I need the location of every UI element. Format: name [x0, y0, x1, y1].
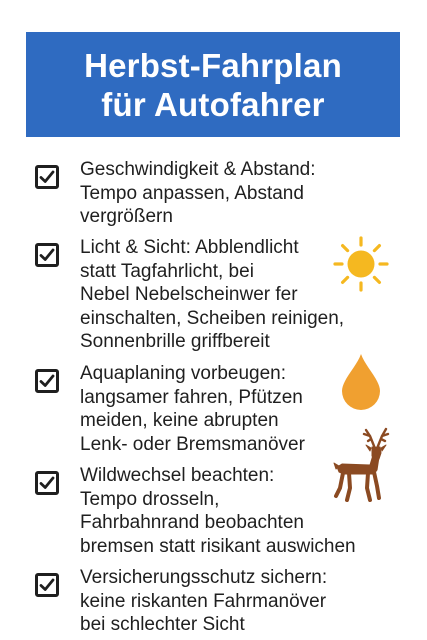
checkmark-icon — [39, 577, 55, 593]
item-line: langsamer fahren, Pfützen — [80, 386, 303, 408]
item-text — [80, 362, 305, 456]
item-line: Wildwechsel beachten: — [80, 465, 275, 486]
item-line: Nebel Nebelscheinwer fer — [80, 284, 298, 305]
checkbox-checked[interactable] — [35, 165, 59, 189]
checkmark-icon — [39, 373, 55, 389]
checkbox-checked[interactable] — [35, 369, 59, 393]
checkmark-icon — [39, 247, 55, 263]
item-line: Geschwindigkeit & Abstand: — [80, 159, 316, 180]
title-line-2: für Autofahrer — [101, 86, 325, 123]
item-line: Licht & Sicht: Abblendlicht — [80, 237, 299, 258]
checkmark-icon — [39, 169, 55, 185]
water-drop-icon — [339, 352, 383, 412]
item-line: Versicherungsschutz sichern: — [80, 567, 328, 588]
item-line: Aquaplaning vorbeugen: — [80, 363, 287, 384]
item-line: Tempo drosseln, — [80, 488, 220, 510]
item-line: bremsen statt risikant auswichen — [80, 535, 356, 557]
item-line: keine riskanten Fahrmanöver — [80, 590, 327, 612]
checkbox-checked[interactable] — [35, 243, 59, 267]
sun-icon — [333, 236, 389, 292]
item-line: meiden, keine abrupten — [80, 410, 279, 431]
item-text — [80, 566, 327, 637]
item-line: statt Tagfahrlicht, bei — [80, 260, 254, 282]
item-line: Tempo anpassen, Abstand — [80, 182, 304, 204]
item-line: Sonnenbrille griffbereit — [80, 331, 270, 352]
checkbox-checked[interactable] — [35, 471, 59, 495]
title-banner — [26, 32, 400, 137]
item-line: Lenk- oder Bremsmanöver — [80, 433, 305, 455]
deer-icon — [330, 426, 396, 510]
item-text — [80, 464, 356, 558]
title-line-1: Herbst-Fahrplan — [84, 47, 342, 84]
item-line: einschalten, Scheiben reinigen, — [80, 307, 345, 329]
item-line: vergrößern — [80, 206, 173, 227]
item-text — [80, 158, 316, 229]
item-line: Fahrbahnrand beobachten — [80, 512, 304, 533]
item-line: bei schlechter Sicht — [80, 614, 245, 635]
checkbox-checked[interactable] — [35, 573, 59, 597]
item-text — [80, 236, 344, 354]
checkmark-icon — [39, 475, 55, 491]
